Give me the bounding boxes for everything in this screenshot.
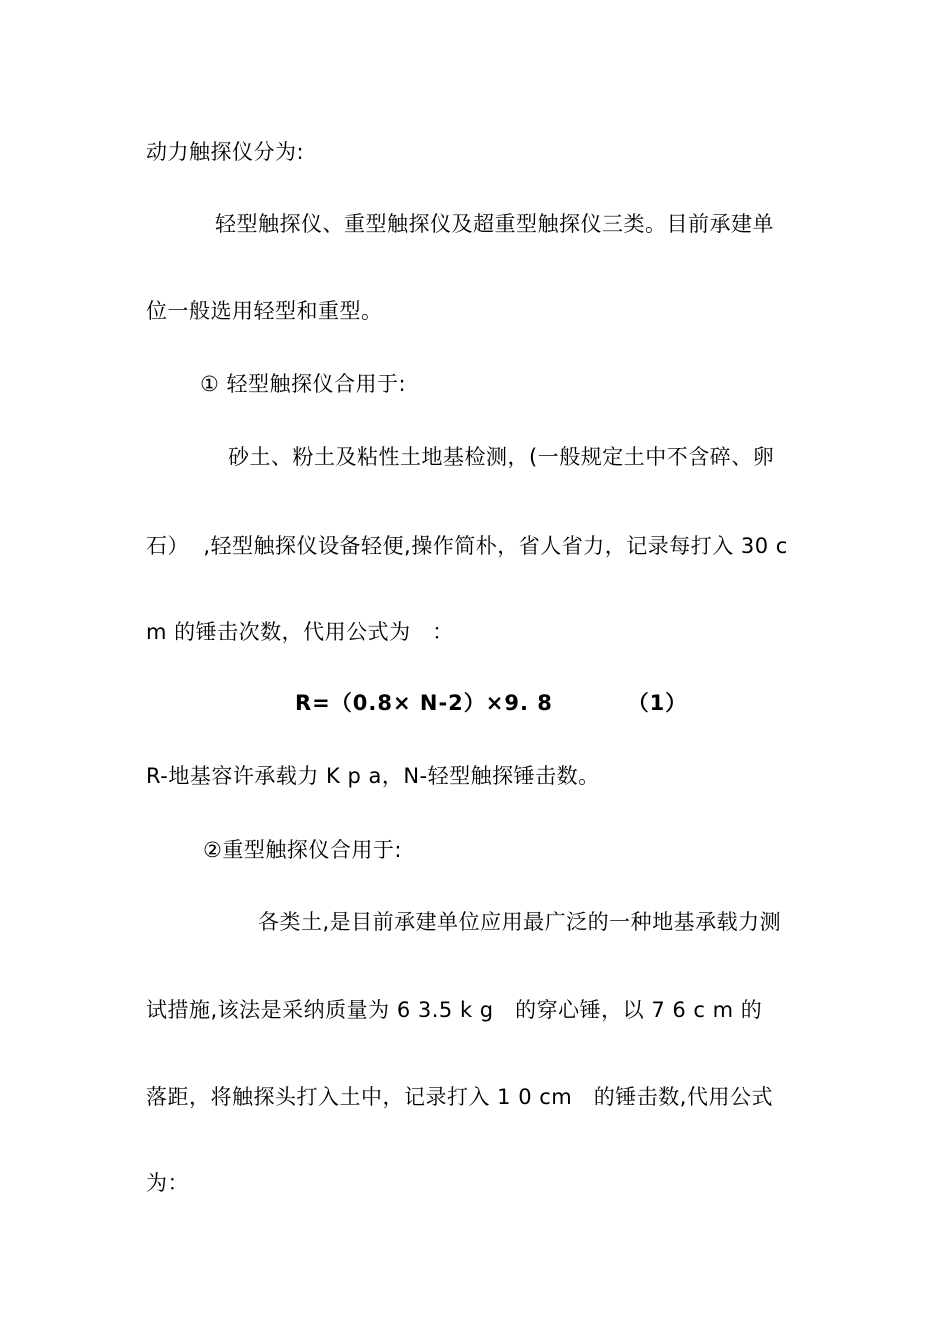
- text-line: 石） ,轻型触探仪设备轻便,操作简朴，省人省力，记录每打入 30 c: [146, 534, 788, 558]
- text-line: 落距，将触探头打入土中，记录打入 1 0 cm 的锤击数,代用公式: [146, 1085, 773, 1109]
- text-line: 各类土,是目前承建单位应用最广泛的一种地基承载力测: [258, 910, 782, 934]
- formula-line: R=（0.8× N-2）×9. 8 （1）: [295, 691, 688, 715]
- text-line: R-地基容许承载力 K p a，N-轻型触探锤击数。: [146, 764, 600, 788]
- text-line: 试措施,该法是采纳质量为 6 3.5 k g 的穿心锤，以 7 6 c m 的: [146, 998, 763, 1022]
- text-line: 轻型触探仪、重型触探仪及超重型触探仪三类。目前承建单: [215, 212, 774, 236]
- text-line: m 的锤击次数，代用公式为 ：: [146, 620, 454, 644]
- text-line-heading: 动力触探仪分为:: [146, 140, 305, 164]
- text-line-subheading: ① 轻型触探仪合用于:: [200, 372, 407, 396]
- text-line-subheading: ②重型触探仪合用于:: [203, 838, 402, 862]
- text-line: 位一般选用轻型和重型。: [146, 299, 383, 323]
- text-line: 为：: [146, 1171, 189, 1195]
- text-line: 砂土、粉土及粘性土地基检测，(一般规定土中不含碎、卵: [228, 445, 775, 469]
